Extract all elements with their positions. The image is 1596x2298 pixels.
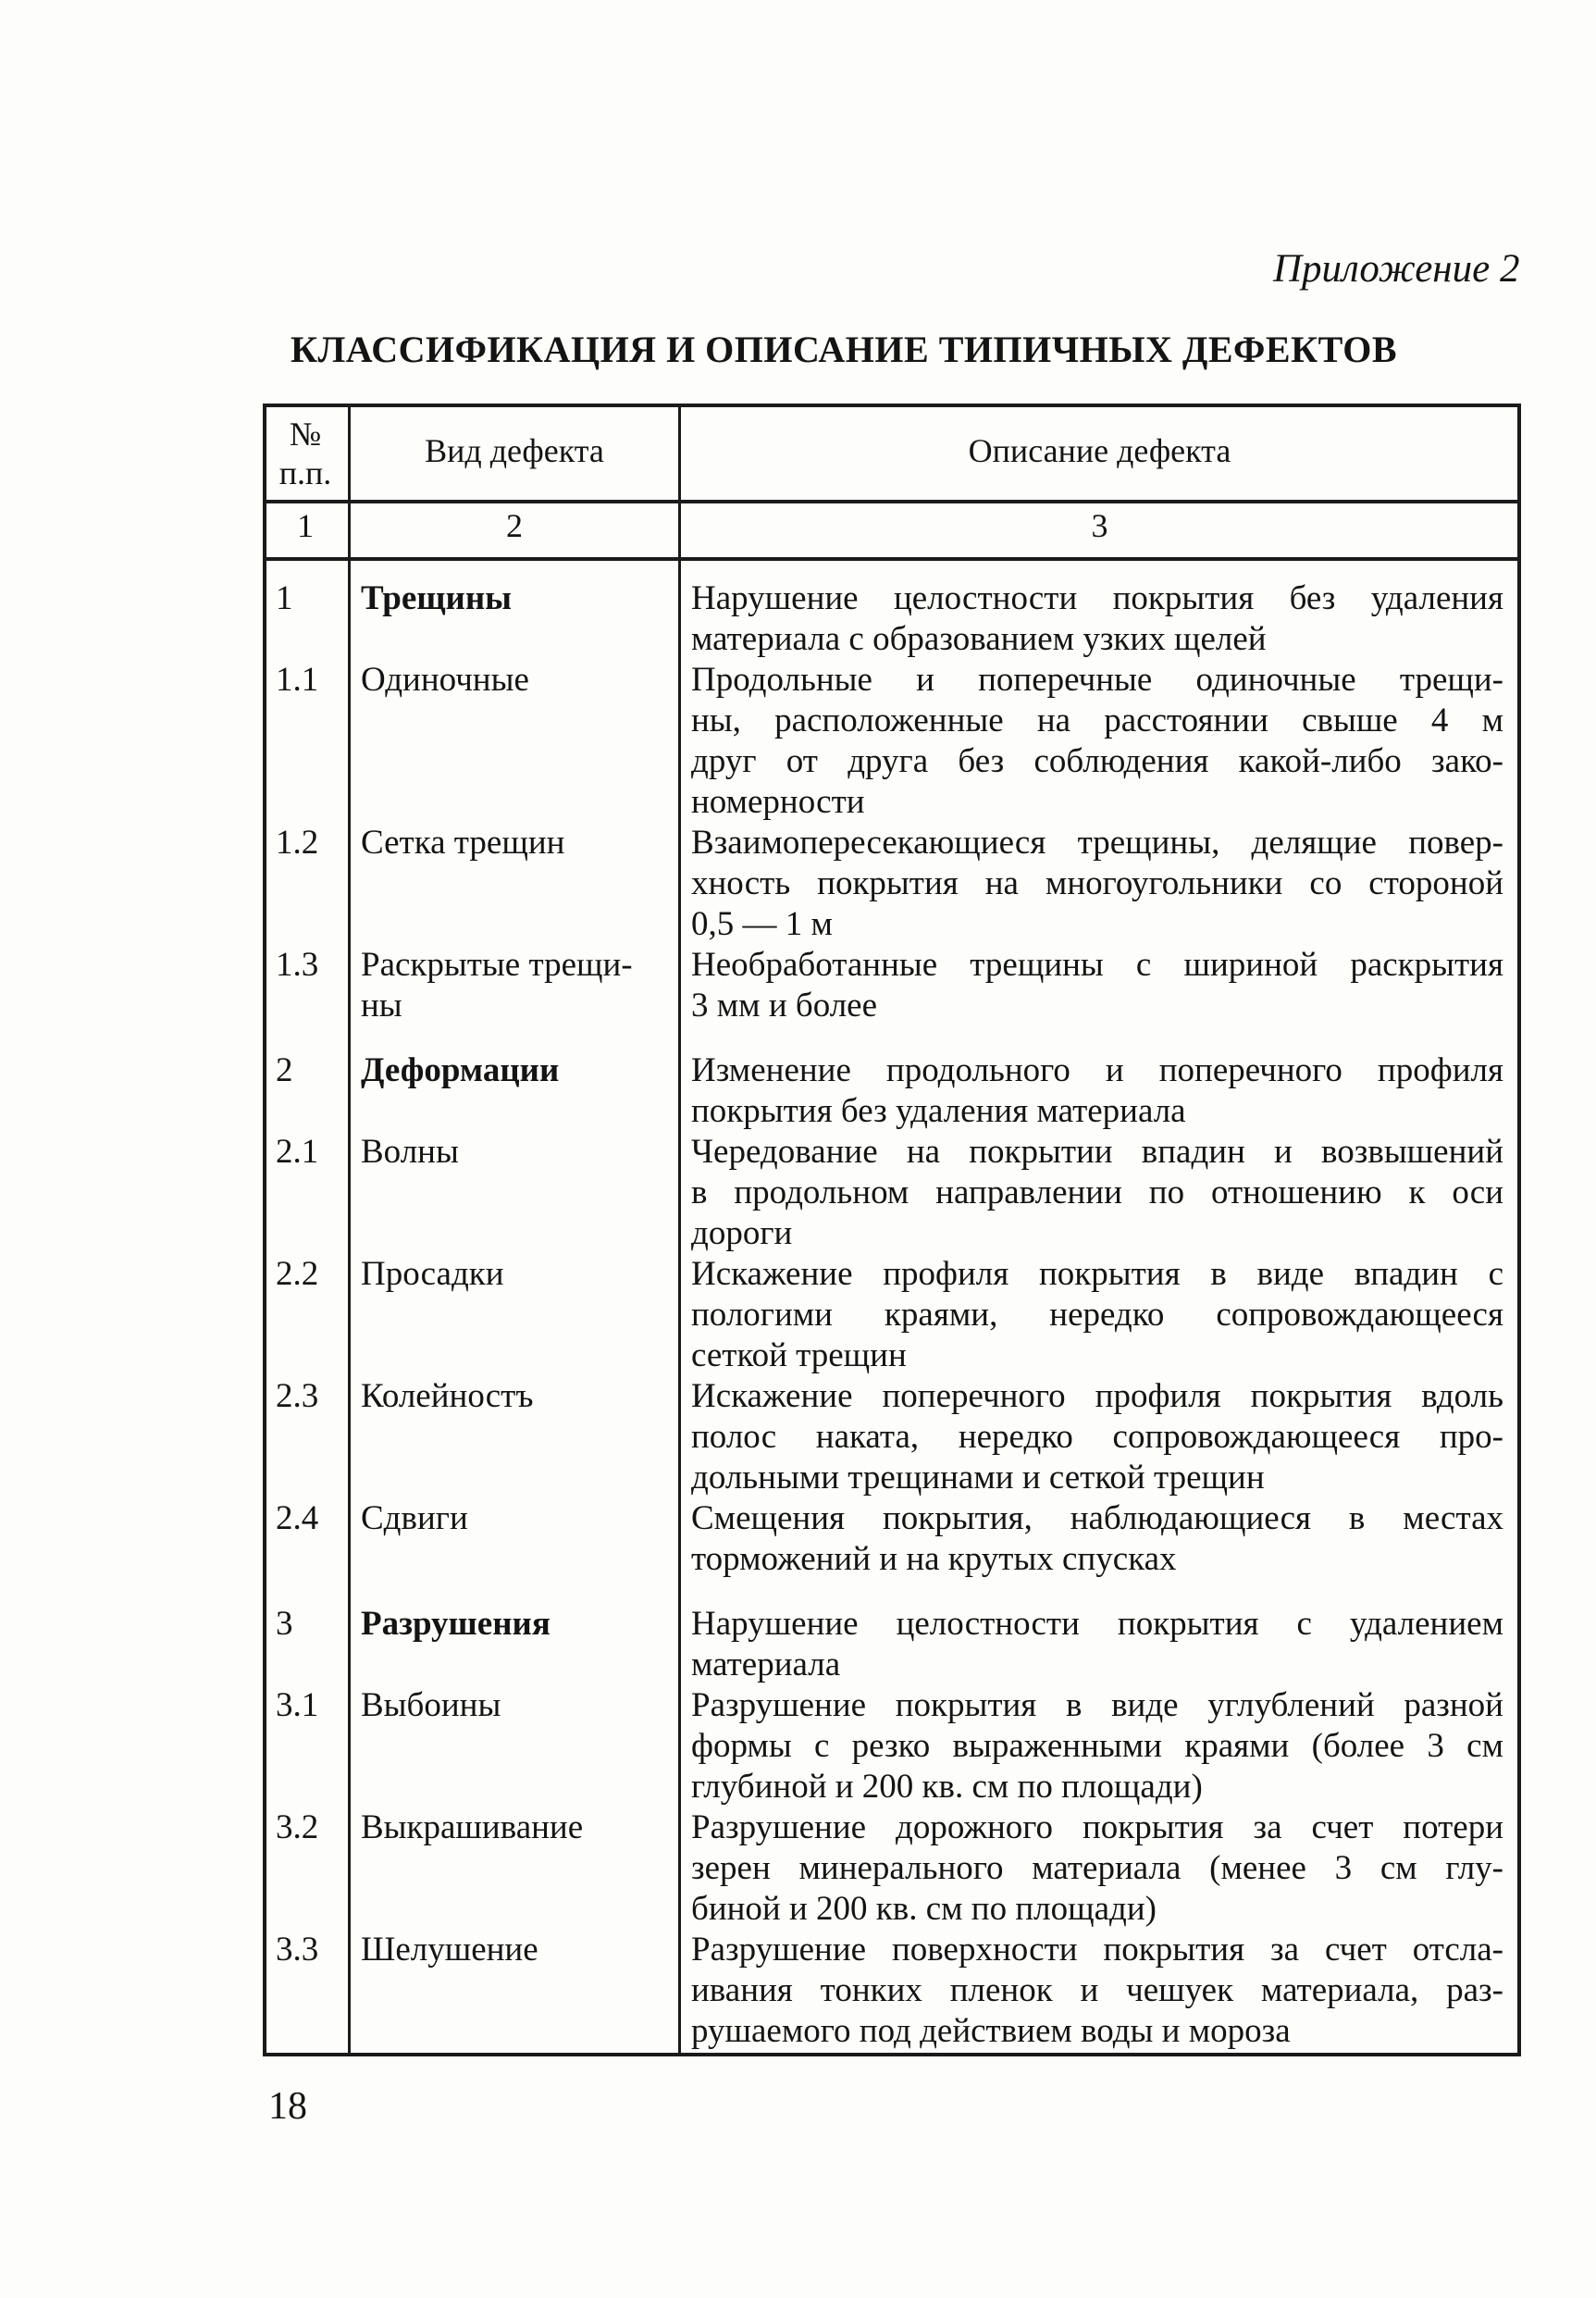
defect-type	[361, 1050, 668, 1091]
defect-description-line: Чередование на покрытии впадин и возвышений	[691, 1133, 1503, 1171]
defect-description	[691, 945, 1503, 1026]
defect-type	[361, 578, 668, 619]
row-number: 2.3	[276, 1377, 319, 1415]
defect-description	[691, 1685, 1503, 1807]
defect-description	[691, 1254, 1503, 1376]
defect-description-line: Взаимопересекающиеся трещины, делящие повер-	[691, 824, 1503, 862]
defect-description-line: 0,5 — 1 м	[691, 905, 833, 943]
defect-description-line: Изменение продольного и поперечного профиля	[691, 1051, 1503, 1089]
defect-type	[361, 660, 668, 701]
table-border-bottom	[263, 2053, 1521, 2056]
defect-description-line: ны, расположенные на расстоянии свыше 4 м	[691, 702, 1503, 739]
defect-description	[691, 1132, 1503, 1254]
page-number: 18	[268, 2085, 307, 2128]
defect-description-line: биной и 200 кв. см по площади)	[691, 1890, 1157, 1928]
defect-type-line: Разрушения	[361, 1605, 551, 1643]
defect-type	[361, 1498, 668, 1539]
defect-type-line: Деформации	[361, 1051, 560, 1089]
defect-description-line: ивания тонких пленок и чешуек материала, раз-	[691, 1971, 1503, 2009]
row-number: 3.2	[276, 1808, 319, 1846]
annex-label: Приложение 2	[1273, 247, 1520, 291]
defect-description-line: Искажение профиля покрытия в виде впадин с	[691, 1255, 1503, 1293]
row-number: 3.1	[276, 1686, 319, 1724]
defect-description-line: Разрушение покрытия в виде углублений разной	[691, 1686, 1503, 1724]
defect-type	[361, 1807, 668, 1848]
defect-description-line: Разрушение дорожного покрытия за счет потери	[691, 1808, 1503, 1846]
table-body	[263, 557, 1521, 2053]
defect-description-line: Продольные и поперечные одиночные трещи-	[691, 661, 1503, 699]
defect-description-line: Необработанные трещины с шириной раскрытия	[691, 946, 1503, 984]
defect-description-line: Разрушение поверхности покрытия за счет отсла-	[691, 1931, 1503, 1969]
defect-type-line: Шелушение	[361, 1931, 538, 1969]
defect-type-line: Колейностъ	[361, 1377, 534, 1415]
defect-description	[691, 1050, 1503, 1132]
defect-description-line: сеткой трещин	[691, 1336, 907, 1374]
row-number: 2.4	[276, 1499, 319, 1537]
defect-type-line: Сдвиги	[361, 1499, 468, 1537]
defect-description	[691, 1807, 1503, 1930]
defect-description-line: друг от друга без соблюдения какой-либо зако-	[691, 742, 1503, 780]
defect-type-line: ны	[361, 987, 402, 1025]
defect-description	[691, 660, 1503, 823]
defect-description-line: дороги	[691, 1214, 793, 1252]
defect-type	[361, 1685, 668, 1726]
defect-description-line: торможений и на крутых спусках	[691, 1540, 1177, 1578]
defects-table	[263, 404, 1521, 2056]
row-number: 3	[276, 1605, 293, 1643]
defect-type	[361, 823, 668, 863]
defect-description	[691, 1930, 1503, 2052]
header-number-line2: п.п.	[278, 454, 332, 491]
defect-description-line: зерен минерального материала (менее 3 см глу-	[691, 1849, 1503, 1887]
defect-description	[691, 1604, 1503, 1685]
row-number: 1.3	[276, 946, 319, 984]
row-number: 2.1	[276, 1133, 319, 1171]
defect-type-line: Раскрытые трещи-	[361, 946, 633, 984]
defect-description-line: полос наката, нередко сопровождающееся про-	[691, 1418, 1503, 1456]
row-number: 2.2	[276, 1255, 319, 1293]
defect-description-line: материала с образованием узких щелей	[691, 620, 1267, 658]
defect-description-line: Нарушение целостности покрытия без удаления	[691, 579, 1503, 617]
defect-description	[691, 1376, 1503, 1498]
column-index-3: 3	[1091, 507, 1108, 544]
row-number: 1.2	[276, 824, 319, 862]
defect-description	[691, 1498, 1503, 1580]
defect-description-line: Нарушение целостности покрытия с удалением	[691, 1605, 1503, 1643]
defect-type-line: Сетка трещин	[361, 824, 565, 862]
header-defect-description: Описание дефекта	[968, 432, 1231, 469]
row-number: 2	[276, 1051, 293, 1089]
defect-type	[361, 945, 668, 1026]
defect-type-line: Трещины	[361, 579, 513, 617]
defect-type-line: Выбоины	[361, 1686, 501, 1724]
defect-description-line: пологими краями, нередко сопровождающееся	[691, 1296, 1503, 1334]
defect-description-line: номерности	[691, 783, 865, 821]
defect-description-line: хность покрытия на многоугольники со стороной	[691, 864, 1503, 902]
table-border-top	[263, 404, 1521, 407]
defect-description-line: дольными трещинами и сеткой трещин	[691, 1459, 1265, 1497]
defect-type-line: Одиночные	[361, 661, 529, 699]
defect-type	[361, 1604, 668, 1645]
defect-type-line: Просадки	[361, 1255, 504, 1293]
header-defect-type: Вид дефекта	[425, 432, 604, 469]
defect-type	[361, 1254, 668, 1295]
defect-description-line: рушаемого под действием воды и мороза	[691, 2012, 1291, 2050]
defect-description-line: Смещения покрытия, наблюдающиеся в местах	[691, 1499, 1503, 1537]
header-number-column	[263, 415, 348, 492]
defect-type-line: Выкрашивание	[361, 1808, 584, 1846]
page-title: КЛАССИФИКАЦИЯ И ОПИСАНИЕ ТИПИЧНЫХ ДЕФЕКТОВ	[291, 329, 1398, 370]
defect-description	[691, 823, 1503, 945]
defect-description-line: формы с резко выраженными краями (более 3 см	[691, 1727, 1503, 1765]
header-number-line1: №	[289, 416, 322, 453]
table-header-separator	[263, 500, 1521, 503]
column-index-1: 1	[297, 507, 314, 544]
column-index-2: 2	[506, 507, 523, 544]
defect-description-line: 3 мм и более	[691, 987, 878, 1025]
defect-type	[361, 1930, 668, 1970]
defect-type	[361, 1132, 668, 1173]
defect-description-line: в продольном направлении по отношению к оси	[691, 1174, 1503, 1211]
defect-description-line: материала	[691, 1646, 841, 1683]
defect-description-line: покрытия без удаления материала	[691, 1092, 1186, 1130]
defect-description-line: глубиной и 200 кв. см по площади)	[691, 1768, 1203, 1806]
row-number: 3.3	[276, 1931, 319, 1969]
row-number: 1.1	[276, 661, 319, 699]
defect-type-line: Волны	[361, 1133, 459, 1171]
defect-type	[361, 1376, 668, 1417]
row-number: 1	[276, 579, 293, 617]
defect-description	[691, 578, 1503, 660]
defect-description-line: Искажение поперечного профиля покрытия вдоль	[691, 1377, 1503, 1415]
